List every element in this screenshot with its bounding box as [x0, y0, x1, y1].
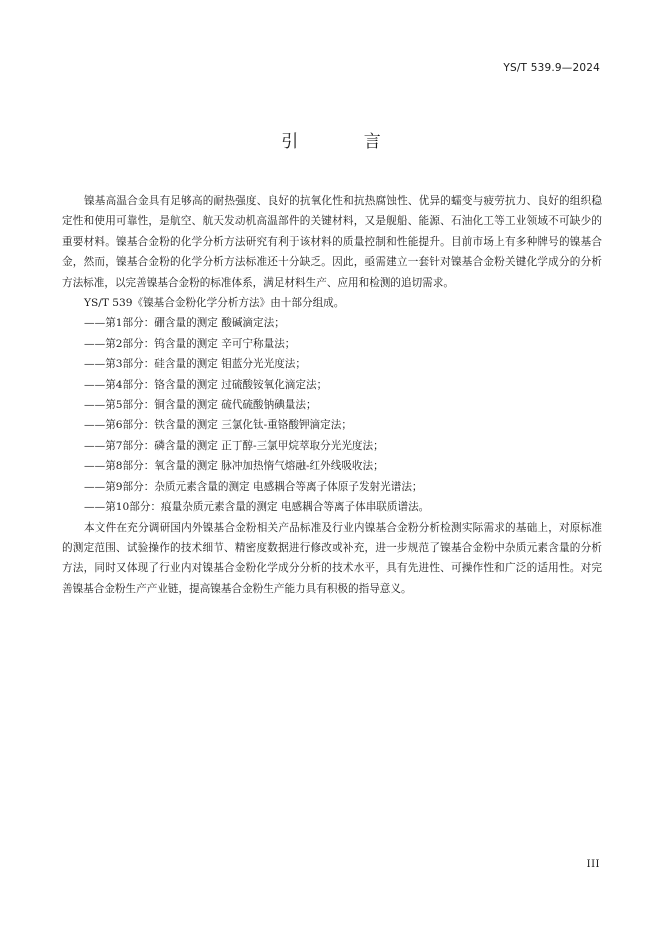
list-item: ——第9部分：杂质元素含量的测定 电感耦合等离子体原子发射光谱法； [84, 480, 423, 493]
page-title: 引 言 [281, 132, 411, 152]
list-item: ——第3部分：硅含量的测定 钼蓝分光光度法； [84, 358, 306, 371]
document-body [62, 191, 602, 599]
page-number: III [586, 859, 600, 870]
list-item: ——第1部分：硼含量的测定 酸碱滴定法； [84, 317, 285, 330]
list-item: ——第10部分：痕量杂质元素含量的测定 电感耦合等离子体串联质谱法。 [84, 501, 430, 514]
parts-list [62, 313, 602, 517]
list-item: ——第6部分：铁含量的测定 三氯化钛-重铬酸钾滴定法； [84, 419, 352, 432]
list-item: ——第4部分：铬含量的测定 过硫酸铵氧化滴定法； [84, 378, 328, 391]
standard-code: YS/T 539.9—2024 [503, 62, 600, 74]
list-item: ——第2部分：钨含量的测定 辛可宁称量法； [84, 337, 296, 350]
list-item: ——第7部分：磷含量的测定 正丁醇-三氯甲烷萃取分光光度法； [84, 439, 384, 452]
closing-paragraph: 本文件在充分调研国内外镍基合金粉相关产品标准及行业内镍基合金粉分析检测实际需求的基础上，对原标准的测定范围、试验操作的技术细节、精密度数据进行修改或补充，进一步规范了镍基合金粉中杂质元素含量的分析方法，同时又体现了行业内对镍基合金粉化学成分分析的技术水平，具有先进性、可操作性和广泛的适用性。对完善镍基合金粉生产产业链，提高镍基合金粉生产能力具有积极的指导意义。 [62, 521, 602, 595]
composition-line: YS/T 539《镍基合金粉化学分析方法》由十部分组成。 [84, 297, 345, 310]
list-item: ——第8部分：氧含量的测定 脉冲加热惰气熔融-红外线吸收法； [84, 460, 384, 473]
list-item: ——第5部分：铜含量的测定 硫代硫酸钠碘量法； [84, 399, 317, 412]
intro-paragraph: 镍基高温合金具有足够高的耐热强度、良好的抗氧化性和抗热腐蚀性、优异的蠕变与疲劳抗力、良好的组织稳定性和使用可靠性，是航空、航天发动机高温部件的关键材料，又是舰船、能源、石油化工等工业领域不可缺少的重要材料。镍基合金粉的化学分析方法研究有利于该材料的质量控制和性能提升。目前市场上有多种牌号的镍基合金，然而，镍基合金粉的化学分析方法标准还十分缺乏。因此，亟需建立一套针对镍基合金粉关键化学成分的分析方法标准，以完善镍基合金粉的标准体系，满足材料生产、应用和检测的追切需求。 [62, 195, 602, 289]
